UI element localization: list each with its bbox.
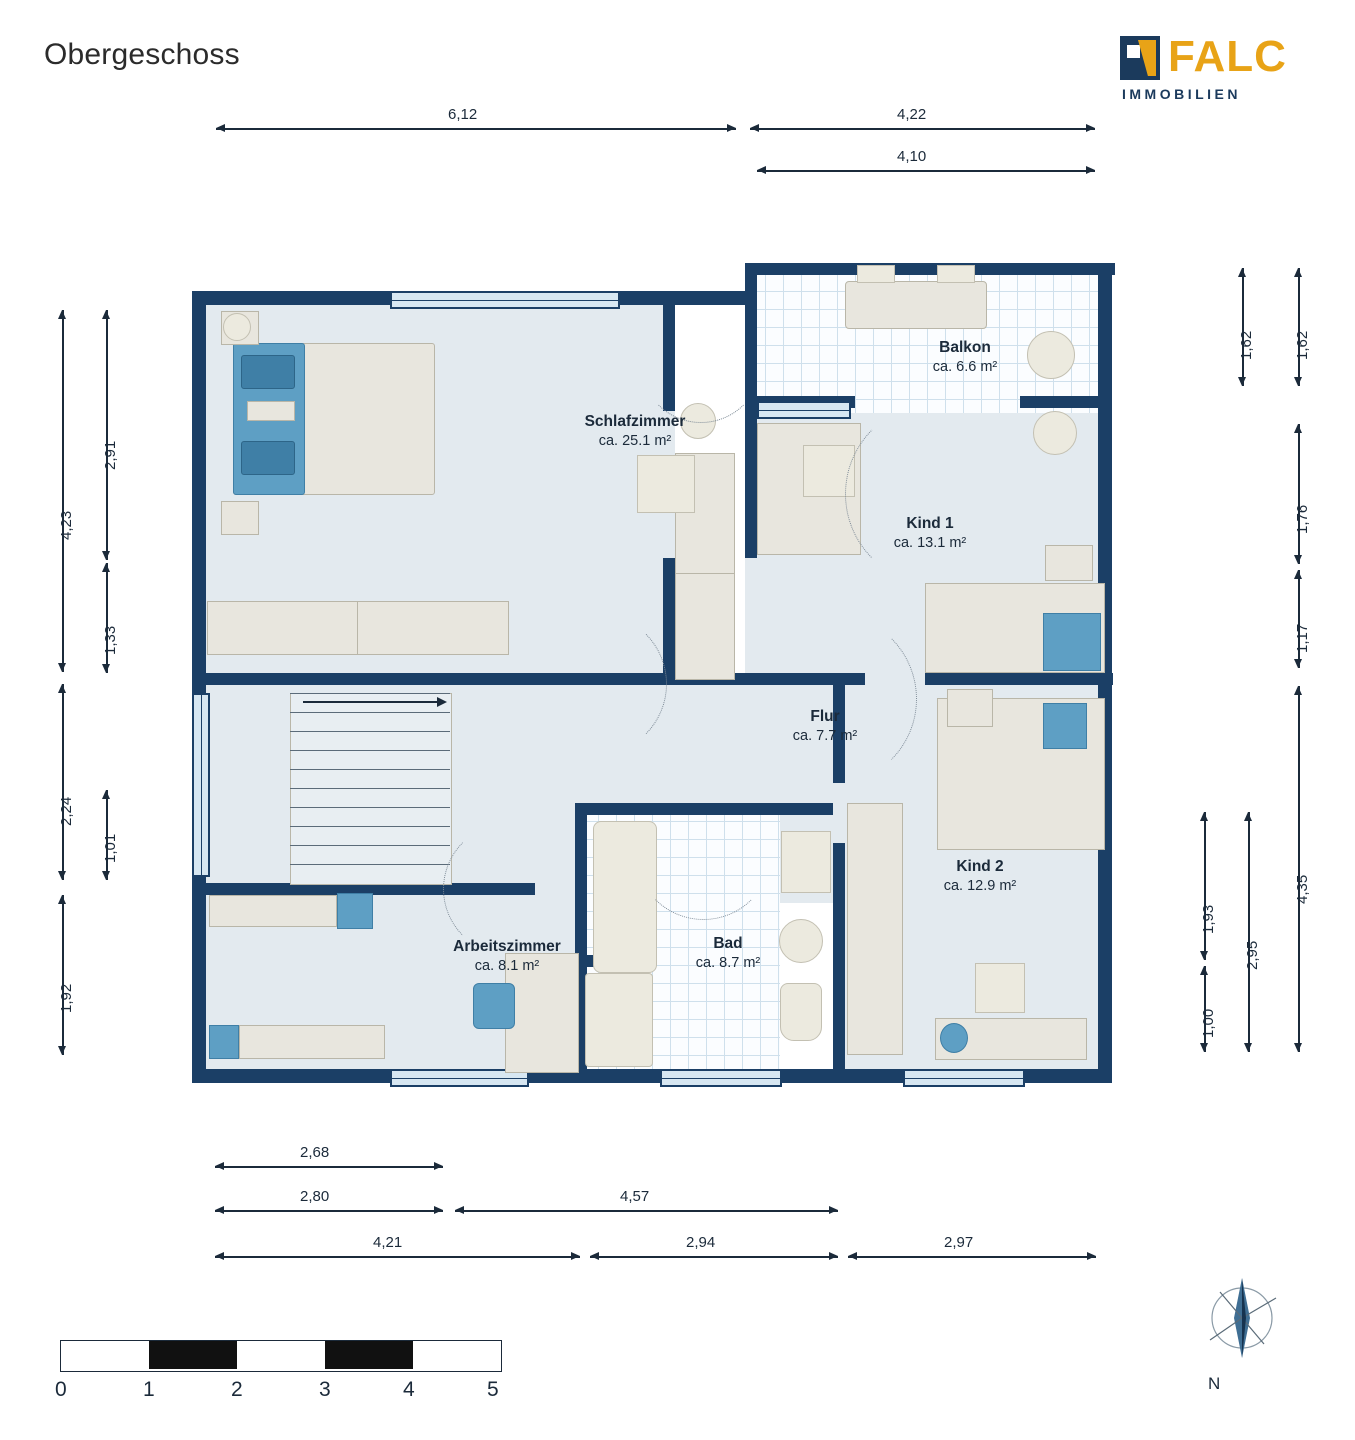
room-name-kind2: Kind 2 xyxy=(956,858,1004,875)
room-label-balkon xyxy=(885,339,1045,375)
bed-kind2-pillow xyxy=(1043,703,1087,749)
dimension-left-4-23-label: 4,23 xyxy=(58,510,75,540)
scale-tick-1: 1 xyxy=(143,1378,155,1401)
floorplan-drawing xyxy=(185,283,1115,1083)
vanity-bad xyxy=(781,831,831,893)
dimension-bottom-4-21-label: 4,21 xyxy=(373,1234,403,1251)
dimension-right-2-95-label: 2,95 xyxy=(1244,940,1261,970)
door-arc-arbeitszimmer xyxy=(443,823,575,955)
wall-left-outer xyxy=(192,291,206,1083)
dimension-left-2-91 xyxy=(96,310,120,560)
dimension-right-1-76-label: 1,76 xyxy=(1294,504,1311,534)
dimension-right-2-95 xyxy=(1238,812,1262,1052)
dimension-right-4-35 xyxy=(1288,686,1312,1052)
wardrobe-kind2 xyxy=(847,803,903,1055)
scale-tick-3: 3 xyxy=(319,1378,331,1401)
room-area-bad: ca. 8.7 m² xyxy=(695,955,761,971)
room-area-flur: ca. 7.7 m² xyxy=(792,728,858,744)
dimension-right-1-76 xyxy=(1288,424,1312,564)
dimension-right-1-62-a xyxy=(1232,268,1256,386)
bed-kind1-duvet xyxy=(1043,613,1101,671)
dimension-left-1-92 xyxy=(52,895,76,1055)
shelf-arbeitszimmer-bottom xyxy=(239,1025,385,1059)
dimension-bottom-2-97-label: 2,97 xyxy=(944,1234,974,1251)
plant-kind1-2 xyxy=(1033,411,1077,455)
dimension-right-1-00-label: 1,00 xyxy=(1200,1008,1217,1038)
wall-schlaf-corridor xyxy=(663,558,675,683)
logo-subtitle: IMMOBILIEN xyxy=(1122,86,1241,102)
wardrobe-hall-2 xyxy=(675,573,735,680)
scale-tick-2: 2 xyxy=(231,1378,243,1401)
toilet xyxy=(780,983,822,1041)
dimension-right-1-62-a-label: 1,62 xyxy=(1238,330,1255,360)
room-name-bad: Bad xyxy=(713,935,743,952)
plant-schlafzimmer xyxy=(223,313,251,341)
wall-right-outer xyxy=(1098,291,1112,1083)
room-area-schlafzimmer: ca. 25.1 m² xyxy=(598,433,672,449)
staircase-arrow-head xyxy=(437,697,447,707)
wall-balcony-bottom-right xyxy=(1020,396,1112,408)
room-area-balkon: ca. 6.6 m² xyxy=(932,359,998,375)
balcony-chair-1 xyxy=(857,265,895,283)
dimension-top-1 xyxy=(216,106,736,140)
dimension-right-1-93 xyxy=(1194,812,1218,960)
room-label-flur xyxy=(730,708,920,744)
dimension-right-4-35-label: 4,35 xyxy=(1294,874,1311,904)
compass-icon xyxy=(1190,1270,1300,1390)
shower xyxy=(585,973,653,1067)
dimension-bottom-4-57 xyxy=(455,1188,838,1224)
dimension-top-3-label: 4,10 xyxy=(897,148,927,165)
scale-tick-0: 0 xyxy=(55,1378,67,1401)
door-arc-kind1 xyxy=(845,403,1027,585)
bed-master-pillow-2 xyxy=(241,441,295,475)
balcony-chair-2 xyxy=(937,265,975,283)
wall-kind1-bottom-2 xyxy=(925,673,1113,685)
scale-tick-4: 4 xyxy=(403,1378,415,1401)
shelf-arbeitszimmer-box-2 xyxy=(209,1025,239,1059)
staircase-arrow xyxy=(303,701,443,703)
sideboard-schlafzimmer-2 xyxy=(357,601,509,655)
window-schlafzimmer-top xyxy=(390,291,620,309)
compass-rose xyxy=(1190,1270,1300,1410)
compass-south-label: N xyxy=(1208,1374,1221,1393)
dimension-left-1-92-label: 1,92 xyxy=(58,983,75,1013)
logo-mark-icon xyxy=(1120,36,1160,80)
dimension-bottom-2-94-label: 2,94 xyxy=(686,1234,716,1251)
shelf-arbeitszimmer-top xyxy=(209,895,337,927)
page-title: Obergeschoss xyxy=(44,38,240,71)
dimension-right-1-17-label: 1,17 xyxy=(1294,623,1311,653)
dimension-left-2-24-label: 2,24 xyxy=(58,796,75,826)
dimension-bottom-2-97 xyxy=(848,1234,1096,1270)
logo-name: FALC xyxy=(1168,32,1287,81)
dimension-right-1-00 xyxy=(1194,966,1218,1052)
room-area-kind1: ca. 13.1 m² xyxy=(893,535,967,551)
chair-arbeitszimmer xyxy=(473,983,515,1029)
scale-bar xyxy=(60,1340,502,1372)
dimension-right-1-17 xyxy=(1288,570,1312,668)
falc-logo xyxy=(1120,34,1320,106)
dimension-left-1-01-label: 1,01 xyxy=(102,833,119,863)
window-kind2-bottom xyxy=(903,1069,1025,1087)
staircase-steps xyxy=(290,693,450,883)
dimension-top-2-label: 4,22 xyxy=(897,106,927,123)
door-arc-bad xyxy=(635,783,772,920)
dimension-right-1-62-b-label: 1,62 xyxy=(1294,330,1311,360)
room-name-kind1: Kind 1 xyxy=(906,515,954,532)
dimension-right-1-93-label: 1,93 xyxy=(1200,904,1217,934)
balcony-table xyxy=(845,281,987,329)
rug-kind2 xyxy=(940,1023,968,1053)
wall-kind1-left xyxy=(745,403,757,558)
chair-kind1 xyxy=(637,455,695,513)
dimension-left-1-33 xyxy=(96,563,120,673)
room-label-kind1 xyxy=(835,515,1025,551)
room-name-flur: Flur xyxy=(810,708,840,725)
room-area-kind2: ca. 12.9 m² xyxy=(943,878,1017,894)
scale-bar-segment-1 xyxy=(149,1341,237,1369)
nightstand-kind2 xyxy=(947,689,993,727)
dimension-left-1-33-label: 1,33 xyxy=(102,625,119,655)
wall-balcony-top xyxy=(745,263,1115,275)
dimension-bottom-2-80 xyxy=(215,1188,443,1224)
dimension-bottom-2-94 xyxy=(590,1234,838,1270)
window-kind1-top xyxy=(757,401,851,419)
dimension-bottom-2-68 xyxy=(215,1144,443,1180)
nightstand-kind1 xyxy=(1045,545,1093,581)
wall-kind2-left-2 xyxy=(833,843,845,1073)
room-area-arbeitszimmer: ca. 8.1 m² xyxy=(474,958,540,974)
dimension-left-2-91-label: 2,91 xyxy=(102,440,119,470)
room-label-schlafzimmer xyxy=(525,413,745,449)
room-label-bad xyxy=(633,935,823,971)
room-label-kind2 xyxy=(885,858,1075,894)
room-label-arbeitszimmer xyxy=(397,938,617,974)
scale-bar-segment-2 xyxy=(325,1341,413,1369)
wall-balcony-right-upper xyxy=(1098,263,1112,403)
shelf-arbeitszimmer-box xyxy=(337,893,373,929)
room-name-arbeitszimmer: Arbeitszimmer xyxy=(453,938,561,955)
dimension-right-1-62-b xyxy=(1288,268,1312,386)
bed-master-pillow-1 xyxy=(241,355,295,389)
dimension-top-3 xyxy=(757,148,1095,182)
dimension-bottom-4-21 xyxy=(215,1234,580,1270)
window-stair-left xyxy=(192,693,210,877)
nightstand-right xyxy=(221,501,259,535)
door-arc-flur-schlaf xyxy=(525,613,667,755)
window-bad-bottom xyxy=(660,1069,782,1087)
bed-master-blanket xyxy=(247,401,295,421)
dimension-bottom-2-68-label: 2,68 xyxy=(300,1144,330,1161)
chair-kind2 xyxy=(975,963,1025,1013)
dimension-bottom-2-80-label: 2,80 xyxy=(300,1188,330,1205)
dimension-left-2-24 xyxy=(52,684,76,880)
dimension-left-4-23 xyxy=(52,310,76,672)
door-arc-schlafzimmer xyxy=(640,301,762,423)
room-name-schlafzimmer: Schlafzimmer xyxy=(584,413,686,430)
dimension-top-1-label: 6,12 xyxy=(448,106,478,123)
door-arc-kind2 xyxy=(745,613,917,785)
dimension-left-1-01 xyxy=(96,790,120,880)
dimension-top-2 xyxy=(750,106,1095,140)
dimension-bottom-4-57-label: 4,57 xyxy=(620,1188,650,1205)
scale-tick-5: 5 xyxy=(487,1378,499,1401)
room-name-balkon: Balkon xyxy=(939,339,991,356)
